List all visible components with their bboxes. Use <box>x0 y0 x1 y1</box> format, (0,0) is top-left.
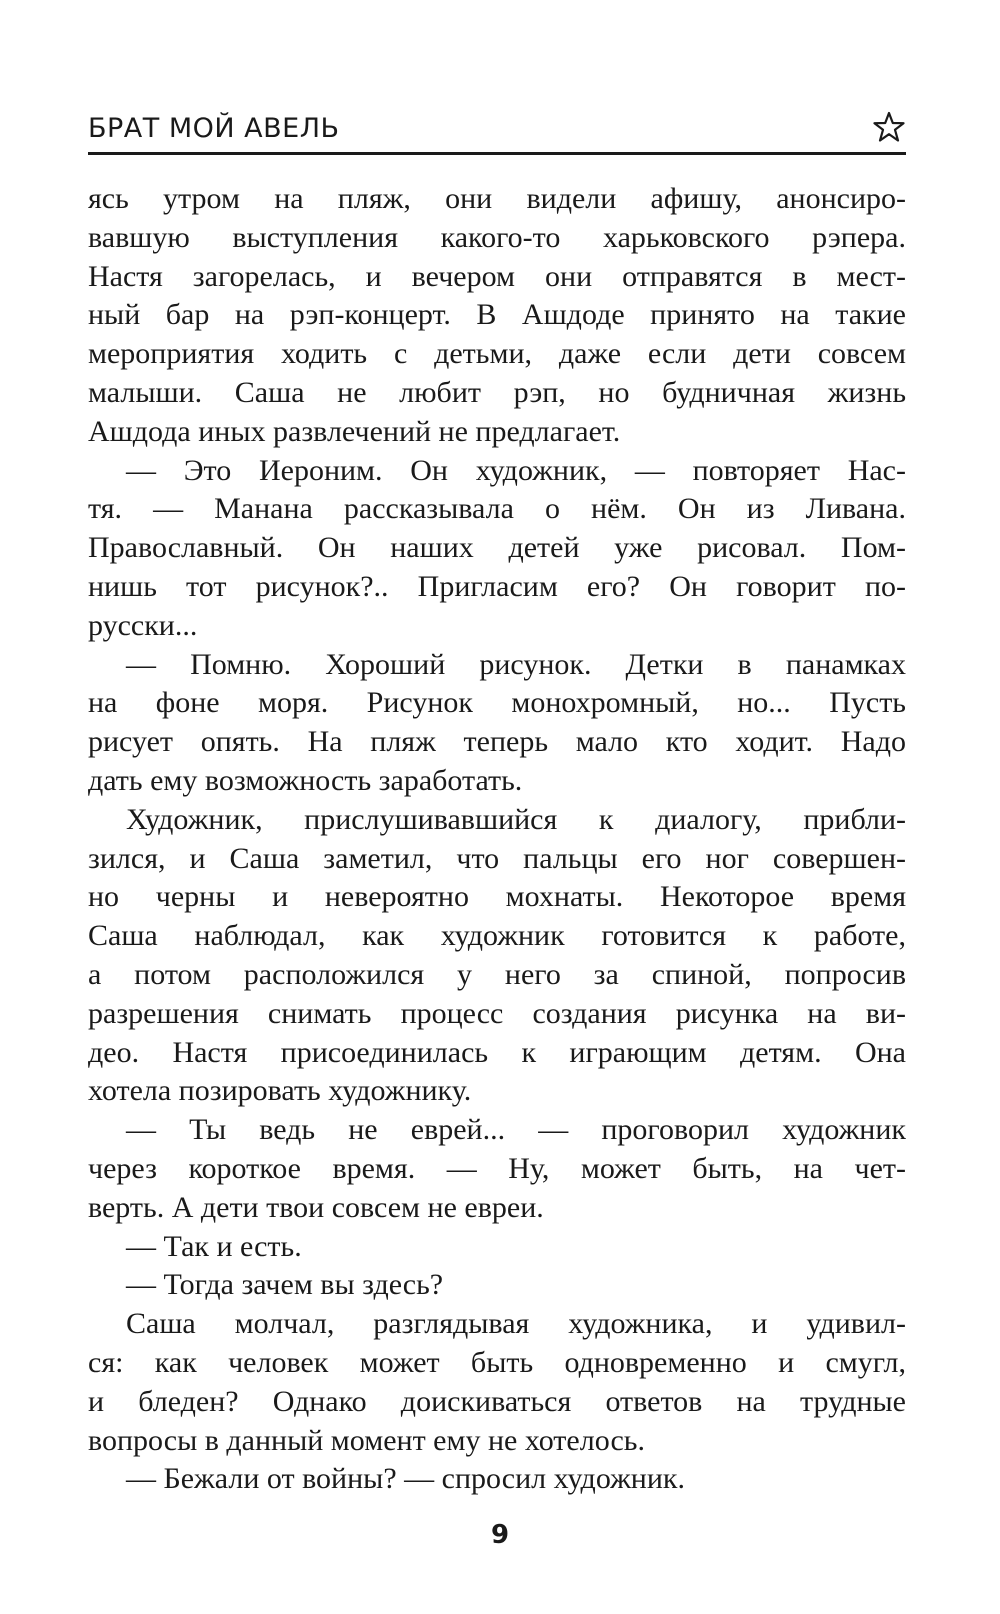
body-text <box>88 180 906 1499</box>
text-line: — Так и есть. <box>126 1229 302 1263</box>
text-line: малыши. Саша не любит рэп, но будничная жизнь <box>88 375 906 409</box>
text-line: нишь тот рисунок?.. Пригласим его? Он говорит по- <box>88 569 906 603</box>
text-line: и бледен? Однако доискиваться ответов на трудные <box>88 1384 906 1418</box>
text-line: мероприятия ходить с детьми, даже если дети совсем <box>88 337 906 371</box>
text-line: через короткое время. — Ну, может быть, на чет- <box>88 1151 906 1185</box>
text-line: верть. А дети твои совсем не евреи. <box>88 1190 544 1224</box>
text-line: ный бар на рэп-концерт. В Ашдоде принято на такие <box>88 298 906 332</box>
text-line: — Помню. Хороший рисунок. Детки в панамках <box>126 647 906 681</box>
text-line: а потом расположился у него за спиной, попросив <box>88 957 906 991</box>
text-line: Художник, прислушивавшийся к диалогу, прибли- <box>126 802 906 836</box>
text-line: рисует опять. На пляж теперь мало кто ходит. Надо <box>88 725 906 759</box>
text-line: Настя загорелась, и вечером они отправятся в мест- <box>88 259 906 293</box>
text-line: — Это Иероним. Он художник, — повторяет Нас- <box>126 453 906 487</box>
text-line: дать ему возможность заработать. <box>88 763 523 797</box>
text-line: вопросы в данный момент ему не хотелось. <box>88 1423 645 1457</box>
text-line: ясь утром на пляж, они видели афишу, анонсиро- <box>88 182 906 215</box>
text-line: ся: как человек может быть одновременно и смугл, <box>88 1345 906 1379</box>
text-line: — Бежали от войны? — спросил художник. <box>126 1462 685 1496</box>
text-line: — Ты ведь не еврей... — проговорил художник <box>126 1113 906 1147</box>
text-line: Саша наблюдал, как художник готовится к работе, <box>88 919 906 953</box>
running-head <box>88 108 906 155</box>
text-line: Православный. Он наших детей уже рисовал. Пом- <box>88 531 906 565</box>
text-line: део. Настя присоединилась к играющим детям. Она <box>88 1035 906 1069</box>
text-line: Саша молчал, разглядывая художника, и удивил- <box>126 1307 906 1341</box>
star-outline-icon <box>872 110 906 144</box>
text-line: но черны и невероятно мохнаты. Некоторое время <box>88 880 906 914</box>
text-line: хотела позировать художнику. <box>88 1074 472 1108</box>
text-line: разрешения снимать процесс создания рисунка на ви- <box>88 996 906 1030</box>
text-line: вавшую выступления какого-то харьковского рэпера. <box>88 220 906 254</box>
text-line: зился, и Саша заметил, что пальцы его ног совершен- <box>88 841 906 875</box>
text-line: тя. — Манана рассказывала о нём. Он из Ливана. <box>88 492 906 526</box>
page-number: 9 <box>490 1520 510 1550</box>
text-line: — Тогда зачем вы здесь? <box>126 1268 444 1302</box>
text-line: русски... <box>88 608 198 642</box>
running-title: БРАТ МОЙ АВЕЛЬ <box>88 113 340 144</box>
text-line: Ашдода иных развлечений не предлагает. <box>88 414 621 448</box>
text-line: на фоне моря. Рисунок монохромный, но... Пусть <box>88 686 906 720</box>
